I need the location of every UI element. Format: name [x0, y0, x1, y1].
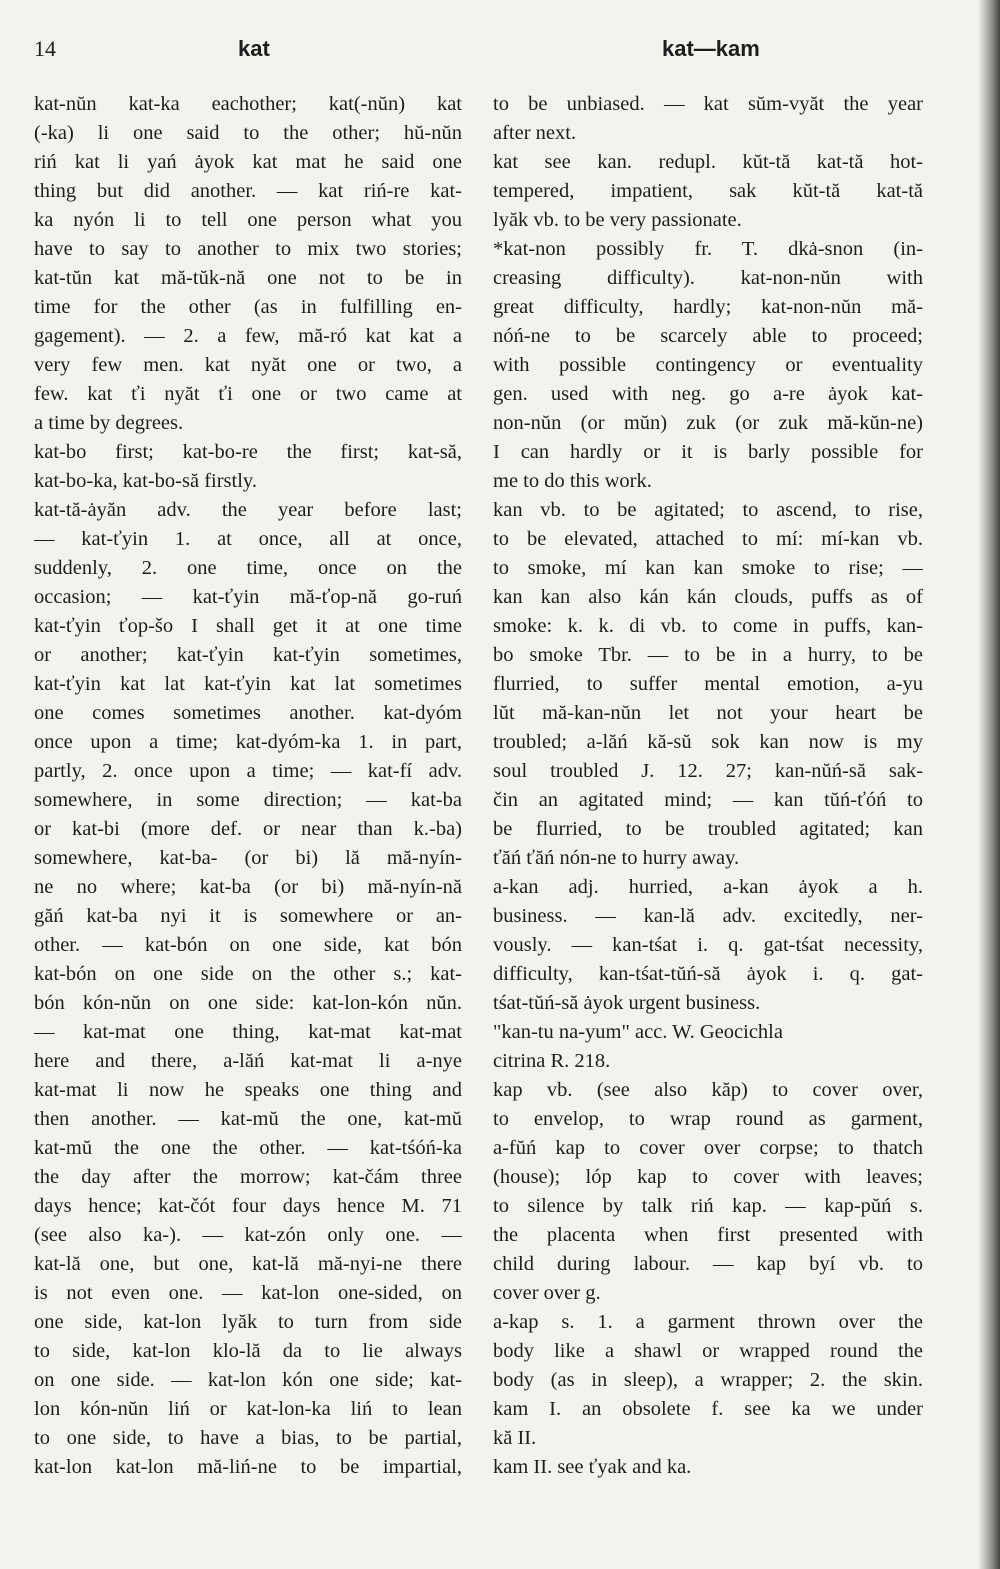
text-line: kat-nŭn kat-ka eachother; kat(-nŭn) kat	[34, 93, 462, 115]
text-line: here and there, a-lăń kat-mat li a-nye	[34, 1050, 462, 1072]
text-line: to envelop, to wrap round as garment,	[493, 1108, 923, 1130]
right-running-headword: kat—kam	[662, 36, 760, 61]
left-column	[34, 90, 462, 1482]
text-line: one side, kat-lon lyăk to turn from side	[34, 1311, 462, 1333]
text-line: other. — kat-bón on one side, kat bón	[34, 934, 462, 956]
text-line: thing but did another. — kat riń-re kat-	[34, 180, 462, 202]
text-line: kat-tŭn kat mă-tŭk-nă one not to be in	[34, 267, 462, 289]
text-line: or kat-bi (more def. or near than k.-ba)	[34, 818, 462, 840]
text-line: nóń-ne to be scarcely able to proceed;	[493, 325, 923, 347]
text-line: bo smoke Tbr. — to be in a hurry, to be	[493, 644, 923, 666]
text-line: body like a shawl or wrapped round the	[493, 1340, 923, 1362]
page-header	[0, 30, 1000, 70]
text-line: kat-mat li now he speaks one thing and	[34, 1079, 462, 1101]
text-line: (see also ka-). — kat-zón only one. —	[34, 1224, 462, 1246]
text-line: once upon a time; kat-dyóm-ka 1. in part,	[34, 731, 462, 753]
text-line: kat-ťyin ťop-šo I shall get it at one time	[34, 615, 462, 637]
text-line: gagement). — 2. a few, mă-ró kat kat a	[34, 325, 462, 347]
text-line: on one side. — kat-lon kón one side; kat-	[34, 1369, 462, 1391]
text-line: a-kap s. 1. a garment thrown over the	[493, 1311, 923, 1333]
text-line: kat-lon kat-lon mă-liń-ne to be impartial,	[34, 1456, 462, 1478]
right-column	[493, 90, 923, 1482]
text-line: kat-bo-ka, kat-bo-să firstly.	[34, 470, 257, 492]
text-line: ťăń ťăń nón-ne to hurry away.	[493, 847, 740, 869]
text-line: I can hardly or it is barly possible for	[493, 441, 923, 463]
text-line: citrina R. 218.	[493, 1050, 611, 1072]
text-line: is not even one. — kat-lon one-sided, on	[34, 1282, 462, 1304]
text-line: (house); lóp kap to cover with leaves;	[493, 1166, 923, 1188]
text-line: somewhere, in some direction; — kat-ba	[34, 789, 462, 811]
text-line: troubled; a-lăń kă-sŭ sok kan now is my	[493, 731, 923, 753]
text-line: difficulty, kan-tśat-tŭń-să ȧyok i. q. gat-	[493, 963, 923, 985]
text-line: to be elevated, attached to mí: mí-kan vb.	[493, 528, 923, 550]
text-line: kap vb. (see also kăp) to cover over,	[493, 1079, 923, 1101]
text-line: with possible contingency or eventuality	[493, 354, 923, 376]
text-line: "kan-tu na-yum" acc. W. Geocichla	[493, 1021, 783, 1043]
text-line: lon kón-nŭn liń or kat-lon-ka liń to lean	[34, 1398, 462, 1420]
text-line: partly, 2. once upon a time; — kat-fí adv.	[34, 760, 462, 782]
text-line: non-nŭn (or mŭn) zuk (or zuk mă-kŭn-ne)	[493, 412, 923, 434]
text-line: — kat-mat one thing, kat-mat kat-mat	[34, 1021, 462, 1043]
text-line: body (as in sleep), a wrapper; 2. the skin.	[493, 1369, 923, 1391]
text-line: kat-bón on one side on the other s.; kat-	[34, 963, 462, 985]
text-line: kat-ťyin kat lat kat-ťyin kat lat sometimes	[34, 673, 462, 695]
text-line: few. kat ťi nyăt ťi one or two came at	[34, 383, 462, 405]
text-line: gen. used with neg. go a-re ȧyok kat-	[493, 383, 923, 405]
text-line: ka nyón li to tell one person what you	[34, 209, 462, 231]
text-line: creasing difficulty). kat-non-nŭn with	[493, 267, 923, 289]
page-number: 14	[34, 36, 56, 61]
text-line: flurried, to suffer mental emotion, a-yu	[493, 673, 923, 695]
text-line: tśat-tŭń-să ȧyok urgent business.	[493, 992, 761, 1014]
text-line: ne no where; kat-ba (or bi) mă-nyín-nă	[34, 876, 462, 898]
left-running-headword: kat	[238, 36, 270, 61]
text-line: the placenta when first presented with	[493, 1224, 923, 1246]
text-line: child during labour. — kap byí vb. to	[493, 1253, 923, 1275]
text-line: kat-lă one, but one, kat-lă mă-nyi-ne there	[34, 1253, 462, 1275]
text-line: tempered, impatient, sak kŭt-tă kat-tă	[493, 180, 923, 202]
text-line: very few men. kat nyăt one or two, a	[34, 354, 462, 376]
text-line: kat-mŭ the one the other. — kat-tśóń-ka	[34, 1137, 462, 1159]
text-line: have to say to another to mix two stories;	[34, 238, 462, 260]
text-line: or another; kat-ťyin kat-ťyin sometimes,	[34, 644, 462, 666]
text-line: suddenly, 2. one time, once on the	[34, 557, 462, 579]
text-line: lŭt mă-kan-nŭn let not your heart be	[493, 702, 923, 724]
text-line: riń kat li yań ȧyok kat mat he said one	[34, 151, 462, 173]
text-line: kan kan also kán kán clouds, puffs as of	[493, 586, 923, 608]
text-line: vously. — kan-tśat i. q. gat-tśat necessity,	[493, 934, 923, 956]
text-line: bón kón-nŭn on one side: kat-lon-kón nŭn.	[34, 992, 462, 1014]
text-line: one comes sometimes another. kat-dyóm	[34, 702, 462, 724]
text-line: găń kat-ba nyi it is somewhere or an-	[34, 905, 462, 927]
text-line: cover over g.	[493, 1282, 601, 1304]
text-line: soul troubled J. 12. 27; kan-nŭń-să sak-	[493, 760, 923, 782]
text-line: time for the other (as in fulfilling en-	[34, 296, 462, 318]
text-line: then another. — kat-mŭ the one, kat-mŭ	[34, 1108, 462, 1130]
text-line: days hence; kat-čót four days hence M. 71	[34, 1195, 462, 1217]
text-line: be flurried, to be troubled agitated; kan	[493, 818, 923, 840]
text-line: (-ka) li one said to the other; hŭ-nŭn	[34, 122, 462, 144]
page-edge-shadow	[978, 0, 1000, 1569]
text-line: *kat-non possibly fr. T. dkȧ-snon (in-	[493, 238, 923, 260]
text-line: to side, kat-lon klo-lă da to lie always	[34, 1340, 462, 1362]
text-line: kat-bo first; kat-bo-re the first; kat-să,	[34, 441, 462, 463]
text-line: great difficulty, hardly; kat-non-nŭn mă-	[493, 296, 923, 318]
text-line: čin an agitated mind; — kan tŭń-ťóń to	[493, 789, 923, 811]
text-line: to silence by talk riń kap. — kap-pŭń s.	[493, 1195, 923, 1217]
text-line: to be unbiased. — kat sŭm-vyăt the year	[493, 93, 923, 115]
text-line: a-kan adj. hurried, a-kan ȧyok a h.	[493, 876, 923, 898]
text-line: somewhere, kat-ba- (or bi) lă mă-nyín-	[34, 847, 462, 869]
text-line: to smoke, mí kan kan smoke to rise; —	[493, 557, 923, 579]
text-line: kam II. see ťyak and ka.	[493, 1456, 692, 1478]
text-line: a time by degrees.	[34, 412, 184, 434]
text-line: a-fŭń kap to cover over corpse; to thatch	[493, 1137, 923, 1159]
text-line: kat-tă-ȧyăn adv. the year before last;	[34, 499, 462, 521]
text-line: to one side, to have a bias, to be partial,	[34, 1427, 462, 1449]
text-line: me to do this work.	[493, 470, 652, 492]
text-line: kat see kan. redupl. kŭt-tă kat-tă hot-	[493, 151, 923, 173]
text-line: lyăk vb. to be very passionate.	[493, 209, 742, 231]
text-line: the day after the morrow; kat-čám three	[34, 1166, 462, 1188]
text-line: occasion; — kat-ťyin mă-ťop-nă go-ruń	[34, 586, 462, 608]
text-line: business. — kan-lă adv. excitedly, ner-	[493, 905, 923, 927]
text-line: smoke: k. k. di vb. to come in puffs, kan-	[493, 615, 923, 637]
text-line: kam I. an obsolete f. see ka we under	[493, 1398, 923, 1420]
text-line: kă II.	[493, 1427, 537, 1449]
text-line: after next.	[493, 122, 577, 144]
text-line: kan vb. to be agitated; to ascend, to rise,	[493, 499, 923, 521]
text-line: — kat-ťyin 1. at once, all at once,	[34, 528, 462, 550]
